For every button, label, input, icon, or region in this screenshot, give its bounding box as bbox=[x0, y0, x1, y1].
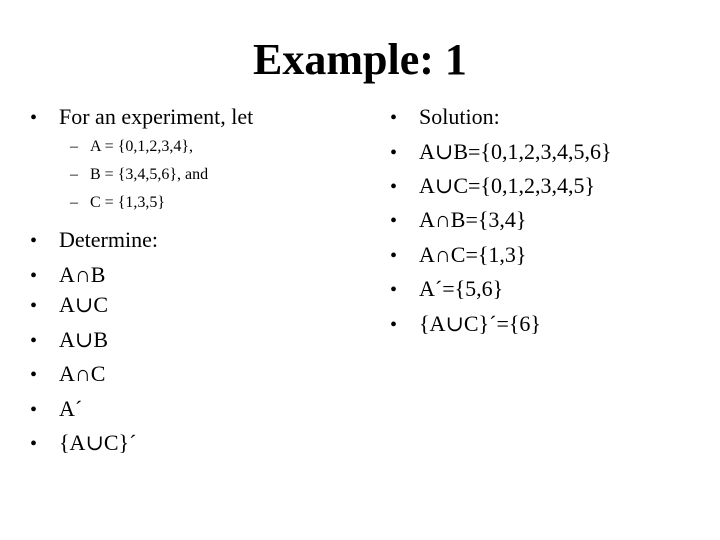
bullet-icon: • bbox=[30, 330, 38, 352]
solution-text: {A∪C}´={6} bbox=[419, 311, 541, 336]
bullet-item bbox=[30, 292, 108, 318]
bullet-icon: • bbox=[30, 433, 38, 455]
bullet-item bbox=[30, 262, 105, 288]
bullet-item bbox=[390, 173, 595, 199]
bullet-icon: • bbox=[390, 107, 398, 129]
definition-item bbox=[70, 137, 193, 157]
bullet-item bbox=[30, 430, 136, 456]
bullet-item bbox=[30, 227, 158, 253]
bullet-icon: • bbox=[30, 230, 38, 252]
bullet-icon: • bbox=[390, 210, 398, 232]
bullet-icon: • bbox=[390, 314, 398, 336]
solution-text: A´={5,6} bbox=[419, 276, 504, 301]
dash-icon: – bbox=[70, 138, 78, 155]
bullet-item bbox=[390, 311, 541, 337]
intro-text: For an experiment, let bbox=[59, 104, 254, 129]
item-text: Determine: bbox=[59, 227, 158, 252]
solution-heading: Solution: bbox=[419, 104, 500, 129]
bullet-icon: • bbox=[30, 265, 38, 287]
bullet-icon: • bbox=[30, 295, 38, 317]
bullet-item bbox=[390, 242, 526, 268]
bullet-item bbox=[30, 396, 82, 422]
bullet-item bbox=[390, 104, 500, 130]
definition-text: B = {3,4,5,6}, and bbox=[90, 166, 209, 183]
item-text: A∪B bbox=[59, 327, 108, 352]
item-text: A´ bbox=[59, 396, 83, 421]
definition-text: A = {0,1,2,3,4}, bbox=[90, 138, 194, 155]
item-text: A∪C bbox=[59, 292, 108, 317]
item-text: A∩C bbox=[59, 361, 106, 386]
solution-text: A∪B={0,1,2,3,4,5,6} bbox=[419, 139, 612, 164]
definition-item bbox=[70, 193, 165, 213]
item-text: A∩B bbox=[59, 262, 106, 287]
bullet-icon: • bbox=[390, 279, 398, 301]
solution-text: A∩B={3,4} bbox=[419, 207, 527, 232]
solution-text: A∩C={1,3} bbox=[419, 242, 527, 267]
item-text: {A∪C}´ bbox=[59, 430, 137, 455]
dash-icon: – bbox=[70, 166, 78, 183]
bullet-item bbox=[30, 327, 108, 353]
bullet-item bbox=[390, 139, 612, 165]
bullet-icon: • bbox=[390, 176, 398, 198]
dash-icon: – bbox=[70, 194, 78, 211]
bullet-icon: • bbox=[390, 142, 398, 164]
definition-text: C = {1,3,5} bbox=[90, 194, 166, 211]
definition-item bbox=[70, 165, 208, 185]
solution-text: A∪C={0,1,2,3,4,5} bbox=[419, 173, 596, 198]
bullet-item bbox=[390, 207, 526, 233]
bullet-icon: • bbox=[30, 399, 38, 421]
bullet-icon: • bbox=[30, 107, 38, 129]
bullet-icon: • bbox=[30, 364, 38, 386]
bullet-icon: • bbox=[390, 245, 398, 267]
slide-title: Example: 1 bbox=[253, 35, 467, 84]
bullet-item bbox=[390, 276, 503, 302]
bullet-intro bbox=[30, 104, 253, 130]
bullet-item bbox=[30, 361, 105, 387]
